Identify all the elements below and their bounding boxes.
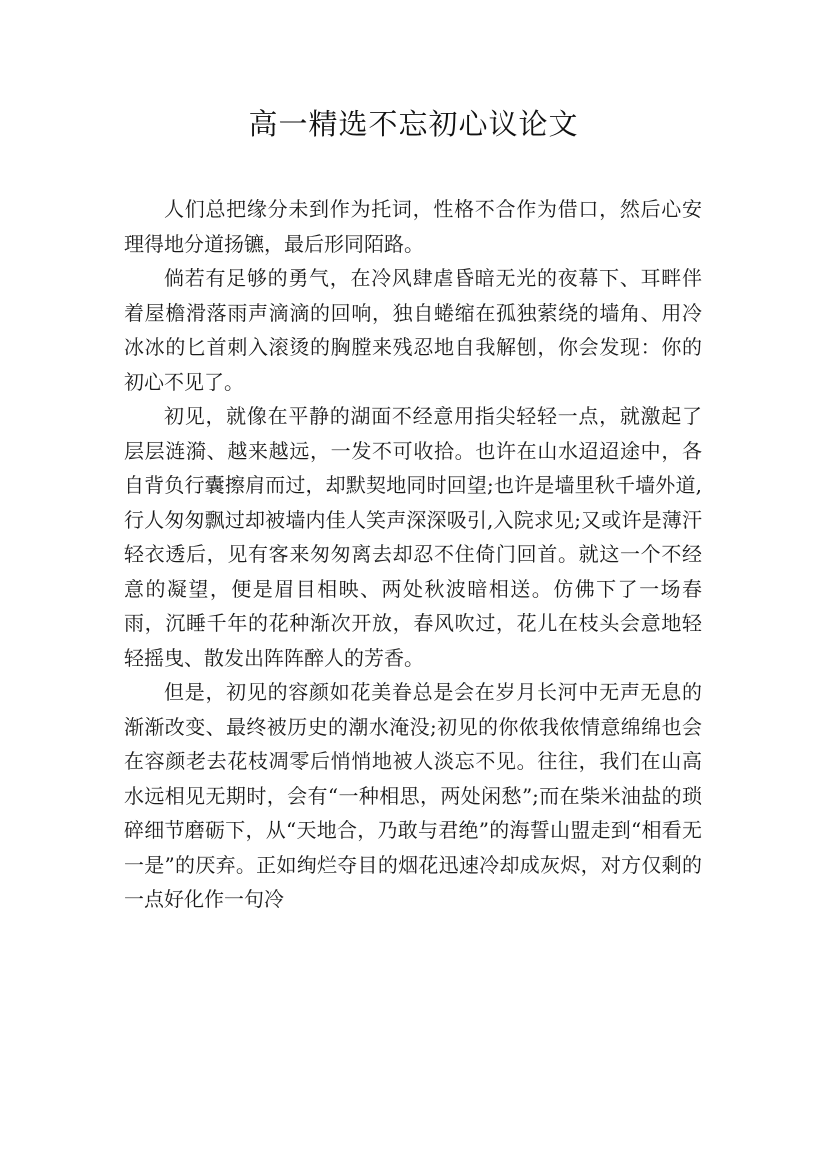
paragraph-3: 初见，就像在平静的湖面不经意用指尖轻轻一点，就激起了层层涟漪、越来越远，一发不可收拾。也许在山水迢迢途中，各自背负行囊擦肩而过，却默契地同时回望;也许是墙里秋千墙外道,行人匆匆飘过却被墙内佳人笑声深深吸引,入院求见;又或许是薄汗轻衣透后，见有客来匆匆离去却忍不住倚门回首。就这一个不经意的凝望，便是眉目相映、两处秋波暗相送。仿佛下了一场春雨，沉睡千年的花种渐次开放，春风吹过，花儿在枝头会意地轻轻摇曳、散发出阵阵醉人的芳香。: [124, 404, 702, 670]
paragraph-2: 倘若有足够的勇气，在冷风肆虐昏暗无光的夜幕下、耳畔伴着屋檐滑落雨声滴滴的回响，独自蜷缩在孤独萦绕的墙角、用冷冰冰的匕首刺入滚烫的胸膛来残忍地自我解刨，你会发现：你的初心不见了。: [124, 266, 702, 394]
paragraph-4: 但是，初见的容颜如花美眷总是会在岁月长河中无声无息的渐渐改变、最终被历史的潮水淹没;初见的你侬我侬情意绵绵也会在容颜老去花枝凋零后悄悄地被人淡忘不见。往往，我们在山高水远相见无期时，会有“一种相思，两处闲愁”;而在柴米油盐的琐碎细节磨砺下，从“天地合，乃敢与君绝”的海誓山盟走到“相看无一是”的厌弃。正如绚烂夺目的烟花迅速冷却成灰烬，对方仅剩的一点好化作一句冷: [124, 680, 702, 911]
paragraph-1: 人们总把缘分未到作为托词，性格不合作为借口，然后心安理得地分道扬镳，最后形同陌路。: [124, 197, 702, 256]
document-body: [124, 192, 702, 917]
document-title: 高一精选不忘初心议论文: [248, 107, 579, 141]
